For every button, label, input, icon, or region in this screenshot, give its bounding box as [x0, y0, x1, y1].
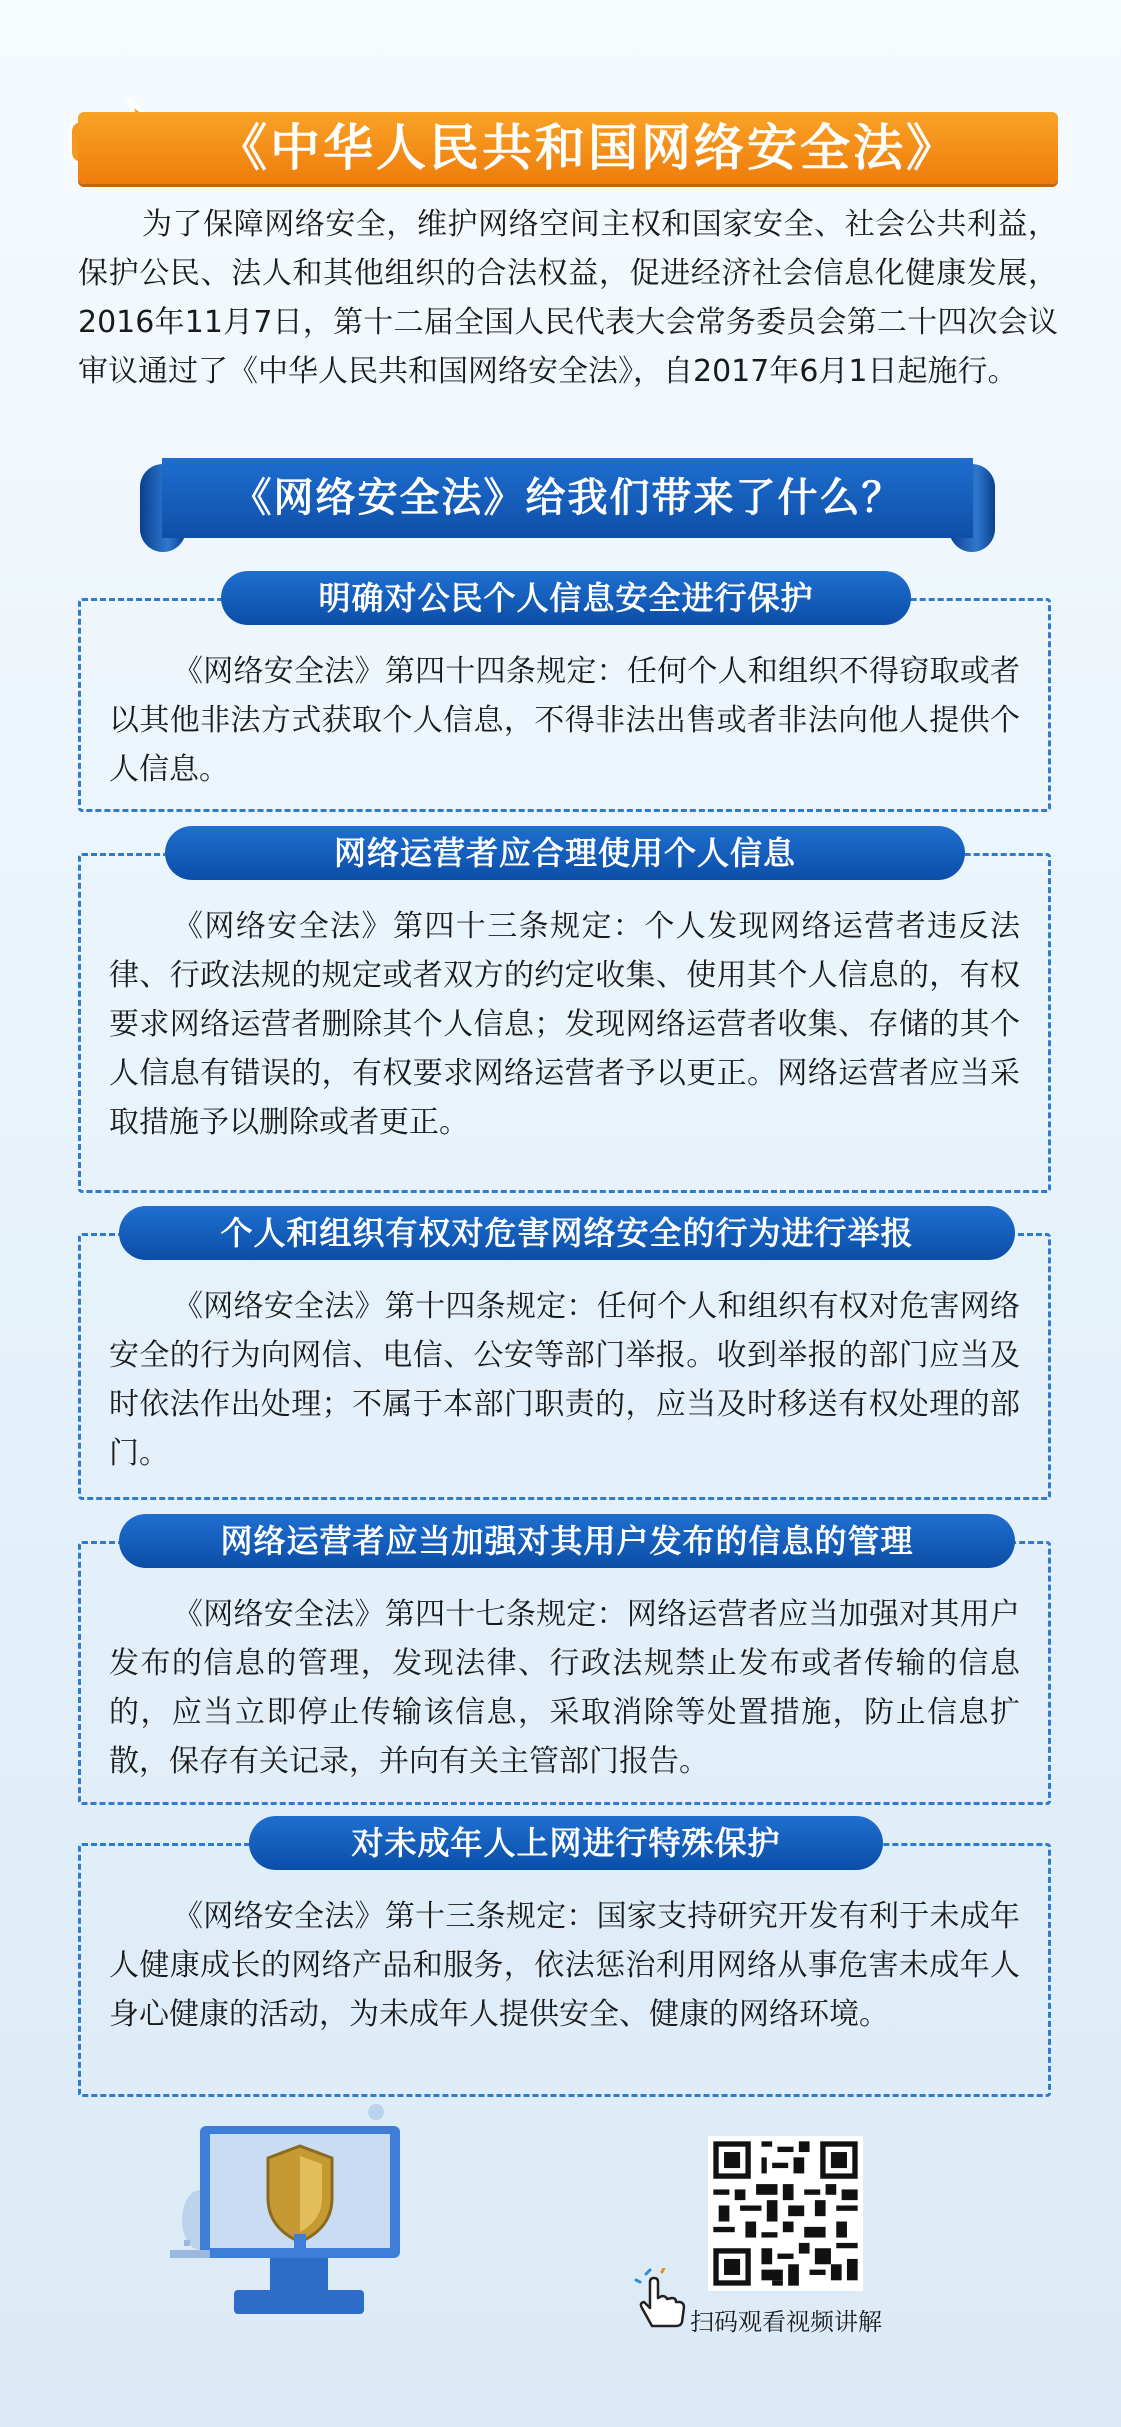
section-heading: 个人和组织有权对危害网络安全的行为进行举报: [119, 1206, 1015, 1260]
section-heading: 网络运营者应合理使用个人信息: [165, 826, 965, 880]
section-heading: 网络运营者应当加强对其用户发布的信息的管理: [119, 1514, 1015, 1568]
qr-code[interactable]: [708, 2136, 863, 2291]
qr-caption: 扫码观看视频讲解: [690, 2308, 882, 2336]
page-title: 《中华人民共和国网络安全法》: [217, 119, 959, 177]
section-body: 《网络安全法》第四十七条规定：网络运营者应当加强对其用户发布的信息的管理，发现法律、行政法规禁止发布或者传输的信息的，应当立即停止传输该信息，采取消除等处置措施，防止信息扩散，保存有关记录，并向有关主管部门报告。: [109, 1597, 1020, 1779]
section-body: 《网络安全法》第十三条规定：国家支持研究开发有利于未成年人健康成长的网络产品和服务，依法惩治利用网络从事危害未成年人身心健康的活动，为未成年人提供安全、健康的网络环境。: [109, 1899, 1020, 2032]
section-2: [78, 834, 1051, 1193]
hand-tap-icon: [634, 2268, 690, 2330]
title-bar: [78, 112, 1058, 184]
section-3: [78, 1214, 1051, 1500]
section-5: [78, 1824, 1051, 2097]
banner-text: 《网络安全法》给我们带来了什么？: [162, 458, 973, 538]
section-4: [78, 1522, 1051, 1805]
section-body: 《网络安全法》第四十四条规定：任何个人和组织不得窃取或者以其他非法方式获取个人信息，不得非法出售或者非法向他人提供个人信息。: [109, 654, 1020, 787]
section-heading: 对未成年人上网进行特殊保护: [249, 1816, 883, 1870]
shield-monitor-icon: [170, 2100, 430, 2340]
section-heading: 明确对公民个人信息安全进行保护: [221, 571, 911, 625]
section-body: 《网络安全法》第四十三条规定：个人发现网络运营者违反法律、行政法规的规定或者双方的约定收集、使用其个人信息的，有权要求网络运营者删除其个人信息；发现网络运营者收集、存储的其个人信息有错误的，有权要求网络运营者予以更正。网络运营者应当采取措施予以删除或者更正。: [109, 909, 1020, 1140]
banner: [140, 458, 995, 552]
section-body: 《网络安全法》第十四条规定：任何个人和组织有权对危害网络安全的行为向网信、电信、公安等部门举报。收到举报的部门应当及时依法作出处理；不属于本部门职责的，应当及时移送有权处理的部门。: [109, 1289, 1020, 1471]
section-1: [78, 579, 1051, 812]
intro-paragraph: 为了保障网络安全，维护网络空间主权和国家安全、社会公共利益，保护公民、法人和其他组织的合法权益，促进经济社会信息化健康发展，2016年11月7日，第十二届全国人民代表大会常务委员会第二十四次会议审议通过了《中华人民共和国网络安全法》，自2017年6月1日起施行。: [78, 207, 1058, 389]
